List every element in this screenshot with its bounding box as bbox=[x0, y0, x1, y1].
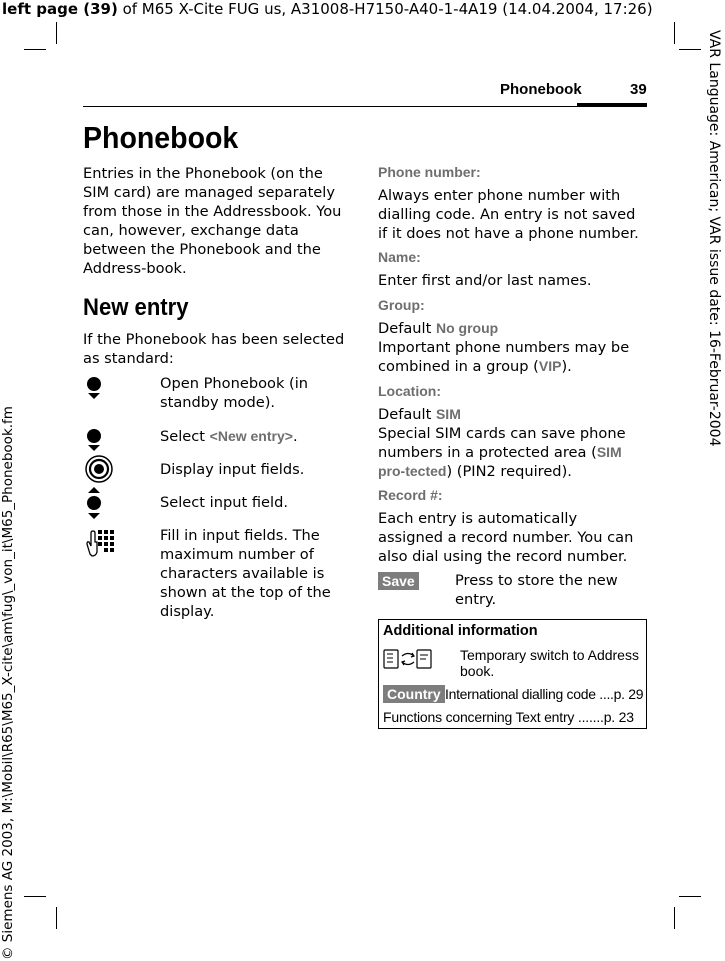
step-display-fields: Display input fields. bbox=[160, 461, 305, 478]
section-title: New entry bbox=[83, 294, 189, 321]
crop-mark bbox=[679, 49, 701, 50]
vip-group: VIP bbox=[538, 358, 562, 374]
switch-book-icon bbox=[382, 648, 434, 673]
running-head-title: Phonebook bbox=[500, 81, 582, 98]
save-text: Press to store the new entry. bbox=[455, 572, 618, 608]
step-fill-fields: Fill in input fields. The maximum number of characters available is shown at the top of the display. bbox=[160, 527, 331, 620]
country-text: International dialling code ....p. 29 bbox=[445, 686, 644, 702]
location-default-prefix: Default bbox=[378, 406, 436, 423]
step-text: . bbox=[292, 428, 298, 445]
group-text-part: ). bbox=[561, 358, 572, 375]
nav-down-icon bbox=[83, 374, 105, 404]
step-open-phonebook: Open Phonebook (in standby mode). bbox=[160, 375, 309, 411]
right-margin-note bbox=[707, 30, 725, 450]
step-select-new-entry bbox=[160, 427, 350, 446]
location-text bbox=[378, 424, 648, 481]
header-rule bbox=[83, 106, 647, 107]
step-select-field: Select input field. bbox=[160, 494, 288, 511]
name-text: Enter first and/or last names. bbox=[378, 272, 592, 289]
new-entry-option: <New entry> bbox=[209, 428, 293, 444]
crop-mark bbox=[56, 907, 57, 929]
intro-paragraph: Entries in the Phonebook (on the SIM card) are managed separately from those in the Addressbook. You can, however, exchange data between the Phonebook and the Address-book. bbox=[83, 165, 342, 277]
step-text: Select bbox=[160, 428, 210, 445]
header-rule-tab bbox=[577, 103, 647, 107]
switch-book-text: Temporary switch to Address book. bbox=[460, 647, 639, 679]
crop-mark bbox=[679, 896, 701, 897]
save-key-label: Save bbox=[378, 572, 419, 590]
group-text bbox=[378, 338, 646, 376]
location-default bbox=[378, 405, 646, 424]
info-box-title: Additional information bbox=[383, 623, 538, 639]
location-text-part: ) (PIN2 required). bbox=[446, 463, 572, 480]
additional-info-box bbox=[378, 619, 647, 729]
nav-down-icon bbox=[83, 426, 105, 456]
center-select-icon bbox=[84, 454, 114, 488]
phone-number-text: Always enter phone number with dialling code. An entry is not saved if it does not have a phone number. bbox=[378, 187, 639, 242]
name-label: Name: bbox=[378, 249, 421, 265]
left-margin-text: © Siemens AG 2003, M:\Mobil\R65\M65_X-cite\am\fug\_von_it\M65_Phonebook.fm bbox=[0, 406, 16, 960]
crop-mark bbox=[674, 22, 675, 44]
page-title: Phonebook bbox=[83, 120, 239, 155]
print-header bbox=[2, 0, 653, 18]
group-default-value: No group bbox=[435, 320, 499, 336]
crop-mark bbox=[24, 49, 46, 50]
group-text-part: Important phone numbers may be combined in a group ( bbox=[378, 339, 630, 375]
right-margin-text: VAR Language: American; VAR issue date: 16-Februar-2004 bbox=[706, 30, 722, 447]
sim-protected: SIM pro-tected bbox=[378, 444, 622, 479]
print-header-rest: of M65 X-Cite FUG us, A31008-H7150-A40-1-4A19 (14.04.2004, 17:26) bbox=[117, 0, 653, 18]
left-margin-note bbox=[0, 406, 20, 960]
section-intro: If the Phonebook has been selected as standard: bbox=[83, 331, 345, 367]
country-key-label: Country bbox=[383, 685, 445, 703]
group-label: Group: bbox=[378, 297, 425, 313]
record-label: Record #: bbox=[378, 487, 443, 503]
functions-text: Functions concerning Text entry .......p. 23 bbox=[383, 709, 634, 725]
location-default-value: SIM bbox=[435, 406, 461, 422]
group-default-prefix: Default bbox=[378, 320, 436, 337]
crop-mark bbox=[56, 22, 57, 44]
phone-number-label: Phone number: bbox=[378, 164, 481, 180]
group-default bbox=[378, 319, 646, 338]
print-page-label: left page (39) bbox=[2, 0, 118, 18]
location-text-part: Special SIM cards can save phone numbers in a protected area ( bbox=[378, 425, 626, 461]
country-softkey bbox=[383, 685, 445, 703]
location-label: Location: bbox=[378, 383, 441, 399]
record-text: Each entry is automatically assigned a record number. You can also dial using the record number. bbox=[378, 510, 634, 565]
nav-up-down-icon bbox=[83, 486, 105, 524]
keypad-icon bbox=[84, 528, 116, 562]
page-number: 39 bbox=[630, 81, 647, 98]
crop-mark bbox=[674, 907, 675, 929]
save-softkey bbox=[378, 571, 419, 590]
crop-mark bbox=[24, 896, 46, 897]
